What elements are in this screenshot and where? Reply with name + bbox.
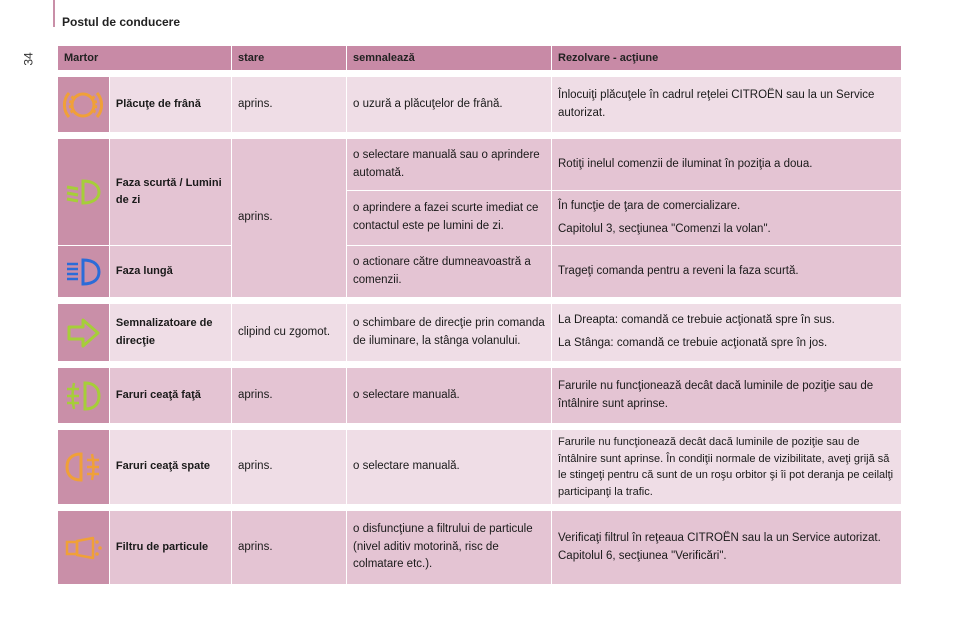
table-row (58, 429, 902, 504)
light-action: În funcţie de ţara de comercializare. Capitolul 3, secţiunea "Comenzi la volan". (552, 190, 902, 245)
table-header (58, 46, 902, 70)
brake-pad-icon (61, 85, 105, 125)
light-action: Rotiţi inelul comenzii de iluminat în poziţia a doua. (552, 138, 902, 190)
section-title: Postul de conducere (62, 15, 181, 29)
rear-fog-icon (61, 448, 105, 486)
table-row (58, 76, 902, 132)
light-name: Faruri ceaţă spate (110, 429, 232, 504)
light-signal: o selectare manuală. (347, 429, 552, 504)
table-row (58, 138, 902, 190)
brake-pad-icon-cell (58, 76, 110, 132)
light-signal: o disfuncţiune a filtrului de particule (nivel aditiv motorină, risc de colmatare etc.). (347, 510, 552, 584)
column-header-rezolvare: Rezolvare - acţiune (552, 46, 902, 70)
page-number: 34 (21, 52, 36, 66)
particle-filter-icon-cell (58, 510, 110, 584)
light-signal: o schimbare de direcţie prin comanda de iluminare, la stânga volanului. (347, 303, 552, 361)
light-signal: o aprindere a fazei scurte imediat ce contactul este pe lumini de zi. (347, 190, 552, 245)
table-row (58, 245, 902, 297)
low-beam-icon-cell (58, 138, 110, 245)
column-header-semnaleaza: semnalează (347, 46, 552, 70)
column-header-martor: Martor (58, 46, 232, 70)
particle-filter-icon (61, 530, 105, 566)
light-action: Verificaţi filtrul în reţeaua CITROËN sau la un Service autorizat. Capitolul 6, secţiunea "Verificări". (552, 510, 902, 584)
light-signal: o selectare manuală. (347, 367, 552, 423)
turn-signal-icon-cell (58, 303, 110, 361)
low-beam-icon (61, 175, 105, 209)
section-bar (53, 0, 55, 27)
light-name: Faruri ceaţă faţă (110, 367, 232, 423)
high-beam-icon (61, 255, 105, 289)
light-name: Semnalizatoare de direcţie (110, 303, 232, 361)
light-action: Farurile nu funcţionează decât dacă luminile de poziţie sau de întâlnire sunt aprinse. În condiţii normale de vizibilitate, aveţi grijă să le stingeţi pentru că sunt de un roşu orbitor şi îi pot deranja pe ceilalţi participanţi la trafic. (552, 429, 902, 504)
light-state: clipind cu zgomot. (232, 303, 347, 361)
light-name: Plăcuţe de frână (110, 76, 232, 132)
light-signal: o uzură a plăcuţelor de frână. (347, 76, 552, 132)
light-name: Faza lungă (110, 245, 232, 297)
front-fog-icon (61, 377, 105, 415)
light-action: Farurile nu funcţionează decât dacă luminile de poziţie sau de întâlnire sunt aprinse. (552, 367, 902, 423)
table-row (58, 510, 902, 584)
front-fog-icon-cell (58, 367, 110, 423)
warning-lights-table (58, 46, 902, 584)
table-row (58, 303, 902, 361)
column-header-stare: stare (232, 46, 347, 70)
rear-fog-icon-cell (58, 429, 110, 504)
high-beam-icon-cell (58, 245, 110, 297)
light-signal: o selectare manuală sau o aprindere automată. (347, 138, 552, 190)
light-state: aprins. (232, 429, 347, 504)
light-state: aprins. (232, 510, 347, 584)
light-action: La Dreapta: comandă ce trebuie acţionată spre în sus. La Stânga: comandă ce trebuie acţionată spre în jos. (552, 303, 902, 361)
light-state: aprins. (232, 76, 347, 132)
light-name: Faza scurtă / Lumini de zi (110, 138, 232, 245)
light-signal: o actionare către dumneavoastră a comenzii. (347, 245, 552, 297)
light-name: Filtru de particule (110, 510, 232, 584)
light-action: Înlocuiţi plăcuţele în cadrul reţelei CITROËN sau la un Service autorizat. (552, 76, 902, 132)
table-row (58, 367, 902, 423)
light-state: aprins. (232, 138, 347, 297)
light-action: Trageţi comanda pentru a reveni la faza scurtă. (552, 245, 902, 297)
light-state: aprins. (232, 367, 347, 423)
turn-signal-icon (61, 315, 105, 351)
